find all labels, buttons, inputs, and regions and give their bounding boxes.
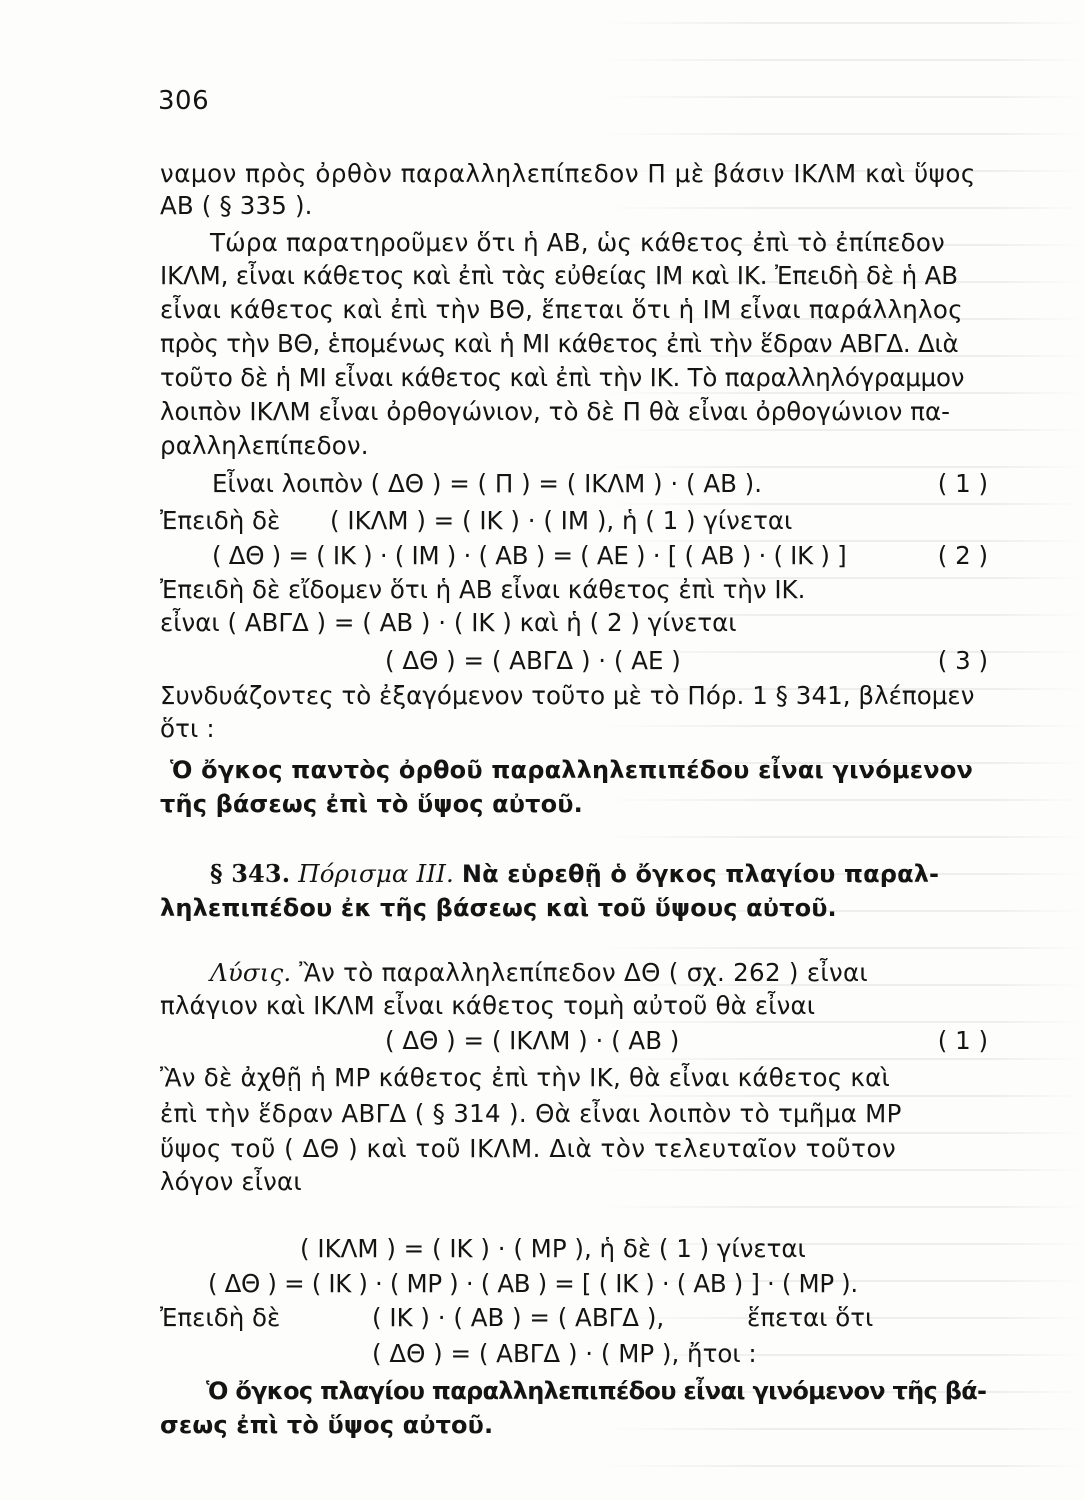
page-number: 306 [158, 86, 210, 116]
text-line: ἕπεται ὅτι [747, 1303, 874, 1332]
theorem-statement: Ὁ ὄγκος πλαγίου παραλληλεπιπέδου εἶναι γινόμενον τῆς βά- [206, 1377, 987, 1405]
equation-tag: ( 2 ) [937, 541, 988, 570]
text-line: Τώρα παρατηροῦμεν ὅτι ἡ ΑΒ, ὡς κάθετος ἐπὶ τὸ ἐπίπεδον [210, 228, 945, 257]
equation: ( ΙΚ ) · ( ΑΒ ) = ( ΑΒΓΔ ), [372, 1303, 665, 1332]
text-line: Ἂν δὲ ἀχθῇ ἡ ΜΡ κάθετος ἐπὶ τὴν ΙΚ, θὰ εἶναι κάθετος καὶ [160, 1063, 891, 1092]
equation-tag: ( 1 ) [937, 1026, 988, 1055]
text-line: ΑΒ ( § 335 ). [160, 191, 313, 220]
equation-tag: ( 3 ) [937, 646, 988, 675]
solution-text: Ἂν τὸ παραλληλεπίπεδον ΔΘ ( σχ. 262 ) εἶναι [299, 958, 869, 987]
text-line: λόγον εἶναι [160, 1167, 302, 1196]
equation-2: ( ΔΘ ) = ( ΙΚ ) · ( ΙΜ ) · ( ΑΒ ) = ( ΑΕ ) · [ ( ΑΒ ) · ( ΙΚ ) ] [212, 541, 847, 570]
equation: ( ΙΚΛΜ ) = ( ΙΚ ) · ( ΜΡ ), ἡ δὲ ( 1 ) γίνεται [300, 1234, 806, 1263]
text-line: Ἐπειδὴ δὲ [160, 1303, 281, 1332]
text-line: ὕψος τοῦ ( ΔΘ ) καὶ τοῦ ΙΚΛΜ. Διὰ τὸν τελευταῖον τοῦτον [160, 1134, 897, 1163]
solution-line [210, 957, 988, 989]
text-line: ραλληλεπίπεδον. [160, 431, 369, 460]
text-line: τοῦτο δὲ ἡ ΜΙ εἶναι κάθετος καὶ ἐπὶ τὴν ΙΚ. Τὸ παραλληλόγραμμον [160, 363, 965, 392]
text-line: εἶναι κάθετος καὶ ἐπὶ τὴν ΒΘ, ἕπεται ὅτι ἡ ΙΜ εἶναι παράλληλος [160, 295, 963, 324]
text-line: πλάγιον καὶ ΙΚΛΜ εἶναι κάθετος τομὴ αὐτοῦ θὰ εἶναι [160, 991, 816, 1020]
text-line: ἐπὶ τὴν ἕδραν ΑΒΓΔ ( § 314 ). Θὰ εἶναι λοιπὸν τὸ τμῆμα ΜΡ [160, 1099, 902, 1128]
text-line: πρὸς τὴν ΒΘ, ἑπομένως καὶ ἡ ΜΙ κάθετος ἐπὶ τὴν ἕδραν ΑΒΓΔ. Διὰ [160, 329, 959, 358]
equation: ( ΔΘ ) = ( ΙΚ ) · ( ΜΡ ) · ( ΑΒ ) = [ ( ΙΚ ) · ( ΑΒ ) ] · ( ΜΡ ). [208, 1269, 858, 1298]
equation: ( ΔΘ ) = ( ΑΒΓΔ ) · ( ΜΡ ), ἤτοι : [372, 1339, 757, 1368]
section-label: Πόρισμα ΙΙΙ. [298, 859, 454, 888]
solution-label: Λύσις. [210, 958, 292, 987]
text-line: εἶναι ( ΑΒΓΔ ) = ( ΑΒ ) · ( ΙΚ ) καὶ ἡ ( 2 ) γίνεται [160, 608, 737, 637]
text-line: λοιπὸν ΙΚΛΜ εἶναι ὀρθογώνιον, τὸ δὲ Π θὰ εἶναι ὀρθογώνιον πα- [160, 397, 951, 426]
theorem-statement: Ὁ ὄγκος παντὸς ὀρθοῦ παραλληλεπιπέδου εἶναι γινόμενον [170, 756, 974, 784]
theorem-statement: σεως ἐπὶ τὸ ὕψος αὐτοῦ. [160, 1411, 494, 1439]
section-title: Νὰ εὑρεθῇ ὁ ὄγκος πλαγίου παραλ- [461, 860, 940, 888]
text-line: Ἐπειδὴ δὲ [160, 506, 281, 535]
section-heading [210, 858, 988, 890]
text-line: Συνδυάζοντες τὸ ἐξαγόμενον τοῦτο μὲ τὸ Πόρ. 1 § 341, βλέπομεν [160, 681, 975, 710]
section-title-cont: ληλεπιπέδου ἐκ τῆς βάσεως καὶ τοῦ ὕψους αὐτοῦ. [160, 894, 837, 922]
equation-3: ( ΔΘ ) = ( ΑΒΓΔ ) · ( ΑΕ ) [385, 646, 681, 675]
equation-1: Εἶναι λοιπὸν ( ΔΘ ) = ( Π ) = ( ΙΚΛΜ ) · ( ΑΒ ). [212, 469, 763, 498]
section-number: § 343. [210, 859, 291, 888]
equation-tag: ( 1 ) [937, 469, 988, 498]
equation: ( ΔΘ ) = ( ΙΚΛΜ ) · ( ΑΒ ) [385, 1026, 680, 1055]
text-line: ὅτι : [160, 714, 215, 743]
theorem-statement: τῆς βάσεως ἐπὶ τὸ ὕψος αὐτοῦ. [160, 790, 583, 818]
text-line: ναμον πρὸς ὀρθὸν παραλληλεπίπεδον Π μὲ βάσιν ΙΚΛΜ καὶ ὕψος [160, 159, 976, 188]
text-line: Ἐπειδὴ δὲ εἴδομεν ὅτι ἡ ΑΒ εἶναι κάθετος ἐπὶ τὴν ΙΚ. [160, 575, 806, 604]
equation: ( ΙΚΛΜ ) = ( ΙΚ ) · ( ΙΜ ), ἡ ( 1 ) γίνεται [330, 506, 793, 535]
text-line: ΙΚΛΜ, εἶναι κάθετος καὶ ἐπὶ τὰς εὐθείας ΙΜ καὶ ΙΚ. Ἐπειδὴ δὲ ἡ ΑΒ [160, 261, 958, 290]
